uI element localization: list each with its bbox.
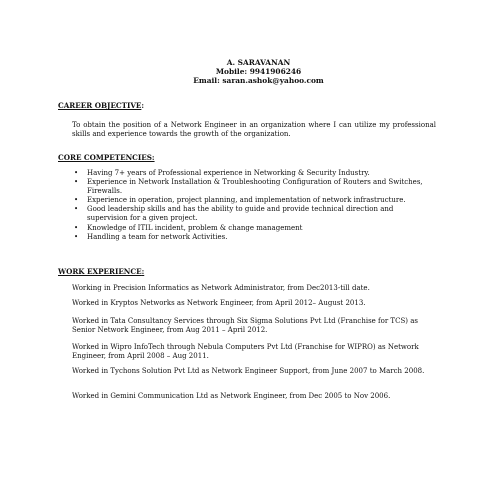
work-experience-heading: WORK EXPERIENCE:	[58, 267, 145, 276]
experience-entry: Worked in Gemini Communication Ltd as Network Engineer, from Dec 2005 to Nov 2006.	[72, 392, 391, 400]
bullet-icon: •	[74, 223, 79, 232]
core-competencies-heading: CORE COMPETENCIES:	[58, 153, 155, 162]
bullet-icon: •	[74, 169, 79, 177]
core-competencies-list	[73, 169, 433, 242]
candidate-email: Email: saran.ashok@yahoo.com	[193, 76, 324, 86]
resume-header	[0, 58, 495, 86]
list-item: • Knowledge of ITIL incident, problem & change management	[74, 223, 303, 232]
experience-entry: Worked in Wipro InfoTech through Nebula Computers Pvt Ltd (Franchise for WIPRO) as Network Engineer, from April 2008 – Aug 2011.	[72, 343, 419, 361]
list-item: • Handling a team for network Activities.	[74, 232, 228, 241]
career-objective-text: To obtain the position of a Network Engineer in an organization where I can utilize my professional skills and experience towards the growth of the organization.	[72, 121, 436, 139]
list-item: • Having 7+ years of Professional experience in Networking & Security Industry.	[74, 169, 370, 177]
experience-entry: Worked in Kryptos Networks as Network Engineer, from April 2012– August 2013.	[72, 299, 366, 307]
list-item: • Good leadership skills and has the ability to guide and provide technical direction and supervision for a given project.	[74, 205, 394, 223]
list-item: • Experience in operation, project planning, and implementation of network infrastructure.	[74, 196, 406, 205]
career-objective-heading: CAREER OBJECTIVE:	[58, 101, 145, 110]
list-item: • Experience in Network Installation & Troubleshooting Configuration of Routers and Switches, Firewalls.	[74, 178, 423, 196]
bullet-icon: •	[74, 205, 79, 214]
bullet-icon: •	[74, 232, 79, 241]
candidate-name: A. SARAVANAN	[226, 58, 291, 67]
bullet-icon: •	[74, 178, 79, 187]
experience-entry: Worked in Tata Consultancy Services through Six Sigma Solutions Pvt Ltd (Franchise for TCS) as Senior Network Engineer, from Aug 2011 – April 2012.	[72, 317, 418, 335]
candidate-mobile: Mobile: 9941906246	[215, 67, 302, 77]
bullet-icon: •	[74, 196, 79, 205]
experience-entry: Worked in Tychons Solution Pvt Ltd as Network Engineer Support, from June 2007 to March 2008.	[72, 367, 425, 375]
experience-entry: Working in Precision Informatics as Network Administrator, from Dec2013-till date.	[72, 284, 370, 292]
